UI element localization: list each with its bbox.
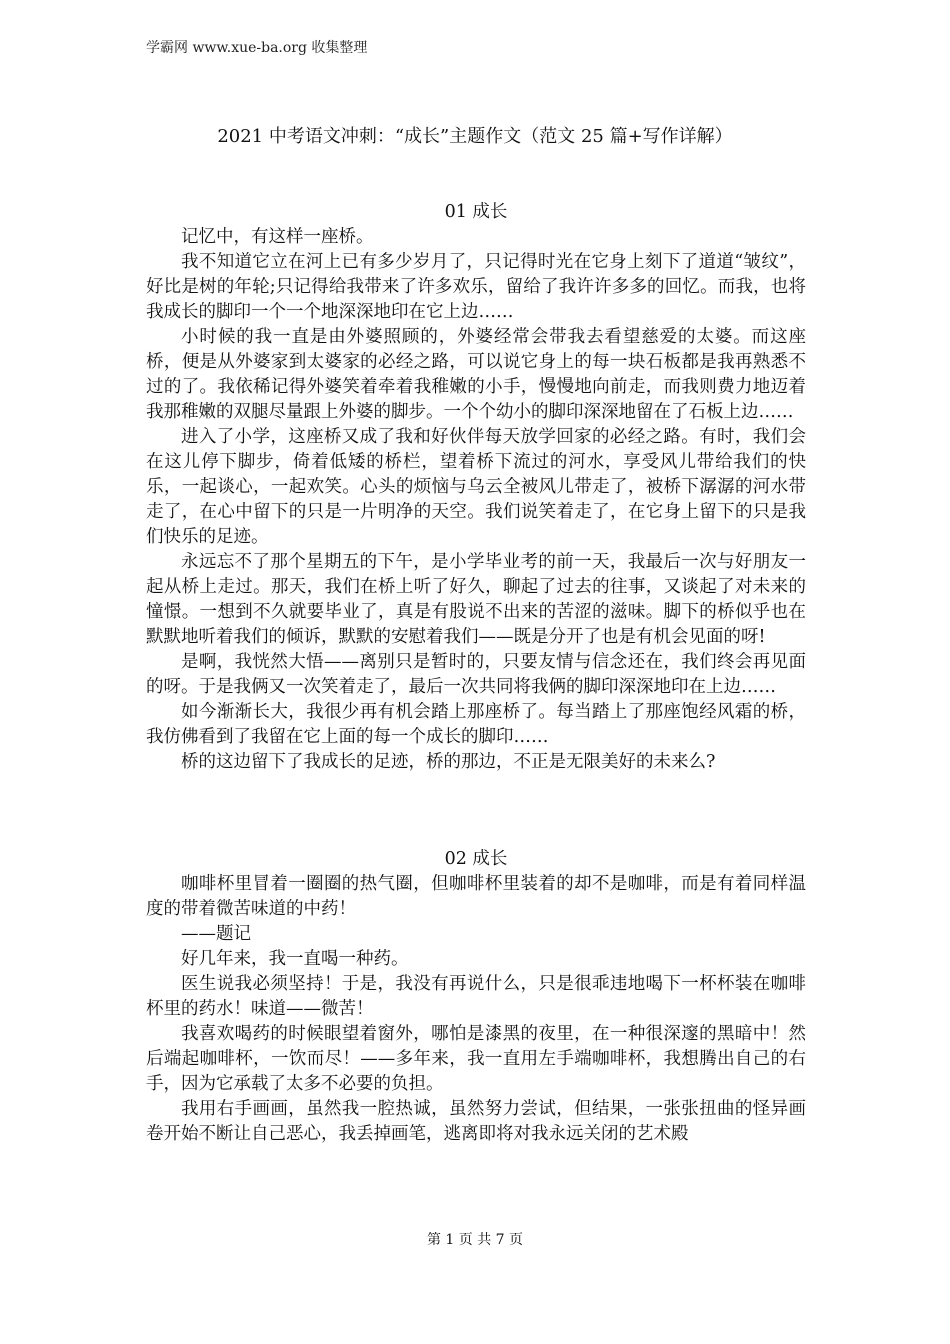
paragraph: 是啊，我恍然大悟——离别只是暂时的，只要友情与信念还在，我们终会再见面的呀。于是我俩又一次笑着走了，最后一次共同将我俩的脚印深深地印在上边……	[146, 652, 806, 697]
page-number: 第 1 页 共 7 页	[426, 1232, 524, 1248]
paragraph: 好几年来，我一直喝一种药。	[181, 949, 409, 969]
paragraph: 我喜欢喝药的时候眼望着窗外，哪怕是漆黑的夜里，在一种很深邃的黑暗中！然后端起咖啡杯，一饮而尽！——多年来，我一直用左手端咖啡杯，我想腾出自己的右手，因为它承载了太多不必要的负担。	[146, 1024, 806, 1094]
paragraph: 记忆中，有这样一座桥。	[181, 227, 374, 247]
source-note: 学霸网 www.xue-ba.org 收集整理	[146, 40, 368, 56]
paragraph: 进入了小学，这座桥又成了我和好伙伴每天放学回家的必经之路。有时，我们会在这儿停下脚步，倚着低矮的桥栏，望着桥下流过的河水，享受风儿带给我们的快乐，一起谈心，一起欢笑。心头的烦恼与乌云全被风儿带走了，被桥下潺潺的河水带走了，在心中留下的只是一片明净的天空。我们说笑着走了，在它身上留下的只是我们快乐的足迹。	[146, 427, 806, 547]
essay-01	[146, 200, 806, 775]
essay-02	[146, 847, 806, 1147]
document-body	[146, 200, 806, 1147]
paragraph: 如今渐渐长大，我很少再有机会踏上那座桥了。每当踏上了那座饱经风霜的桥，我仿佛看到了我留在它上面的每一个成长的脚印……	[146, 702, 806, 747]
essay-title: 02 成长	[444, 849, 508, 869]
paragraph: 医生说我必须坚持！于是，我没有再说什么，只是很乖违地喝下一杯杯装在咖啡杯里的药水！味道——微苦！	[146, 974, 806, 1019]
paragraph: 我用右手画画，虽然我一腔热诚，虽然努力尝试，但结果，一张张扭曲的怪异画卷开始不断让自己恶心，我丢掉画笔，逃离即将对我永远关闭的艺术殿	[146, 1099, 806, 1144]
paragraph: 桥的这边留下了我成长的足迹，桥的那边，不正是无限美好的未来么?	[181, 752, 716, 772]
paragraph: 永远忘不了那个星期五的下午，是小学毕业考的前一天，我最后一次与好朋友一起从桥上走过。那天，我们在桥上听了好久，聊起了过去的往事，又谈起了对未来的憧憬。一想到不久就要毕业了，真是有股说不出来的苦涩的滋味。脚下的桥似乎也在默默地听着我们的倾诉，默默的安慰着我们——既是分开了也是有机会见面的呀!	[146, 552, 806, 647]
paragraph: 我不知道它立在河上已有多少岁月了，只记得时光在它身上刻下了道道“皱纹”，好比是树的年轮;只记得给我带来了许多欢乐，留给了我许许多多的回忆。而我，也将我成长的脚印一个一个地深深地印在它上边……	[146, 252, 806, 322]
essay-title: 01 成长	[444, 202, 508, 222]
epigraph-attribution: ——题记	[181, 924, 251, 944]
paragraph: 小时候的我一直是由外婆照顾的，外婆经常会带我去看望慈爱的太婆。而这座桥，便是从外婆家到太婆家的必经之路，可以说它身上的每一块石板都是我再熟悉不过的了。我依稀记得外婆笑着牵着我稚嫩的小手，慢慢地向前走，而我则费力地迈着我那稚嫩的双腿尽量跟上外婆的脚步。一个个幼小的脚印深深地留在了石板上边……	[146, 327, 806, 422]
document-title: 2021 中考语文冲刺：“成长”主题作文（范文 25 篇+写作详解）	[217, 126, 733, 147]
paragraph: 咖啡杯里冒着一圈圈的热气圈，但咖啡杯里装着的却不是咖啡，而是有着同样温度的带着微苦味道的中药！	[146, 874, 806, 919]
